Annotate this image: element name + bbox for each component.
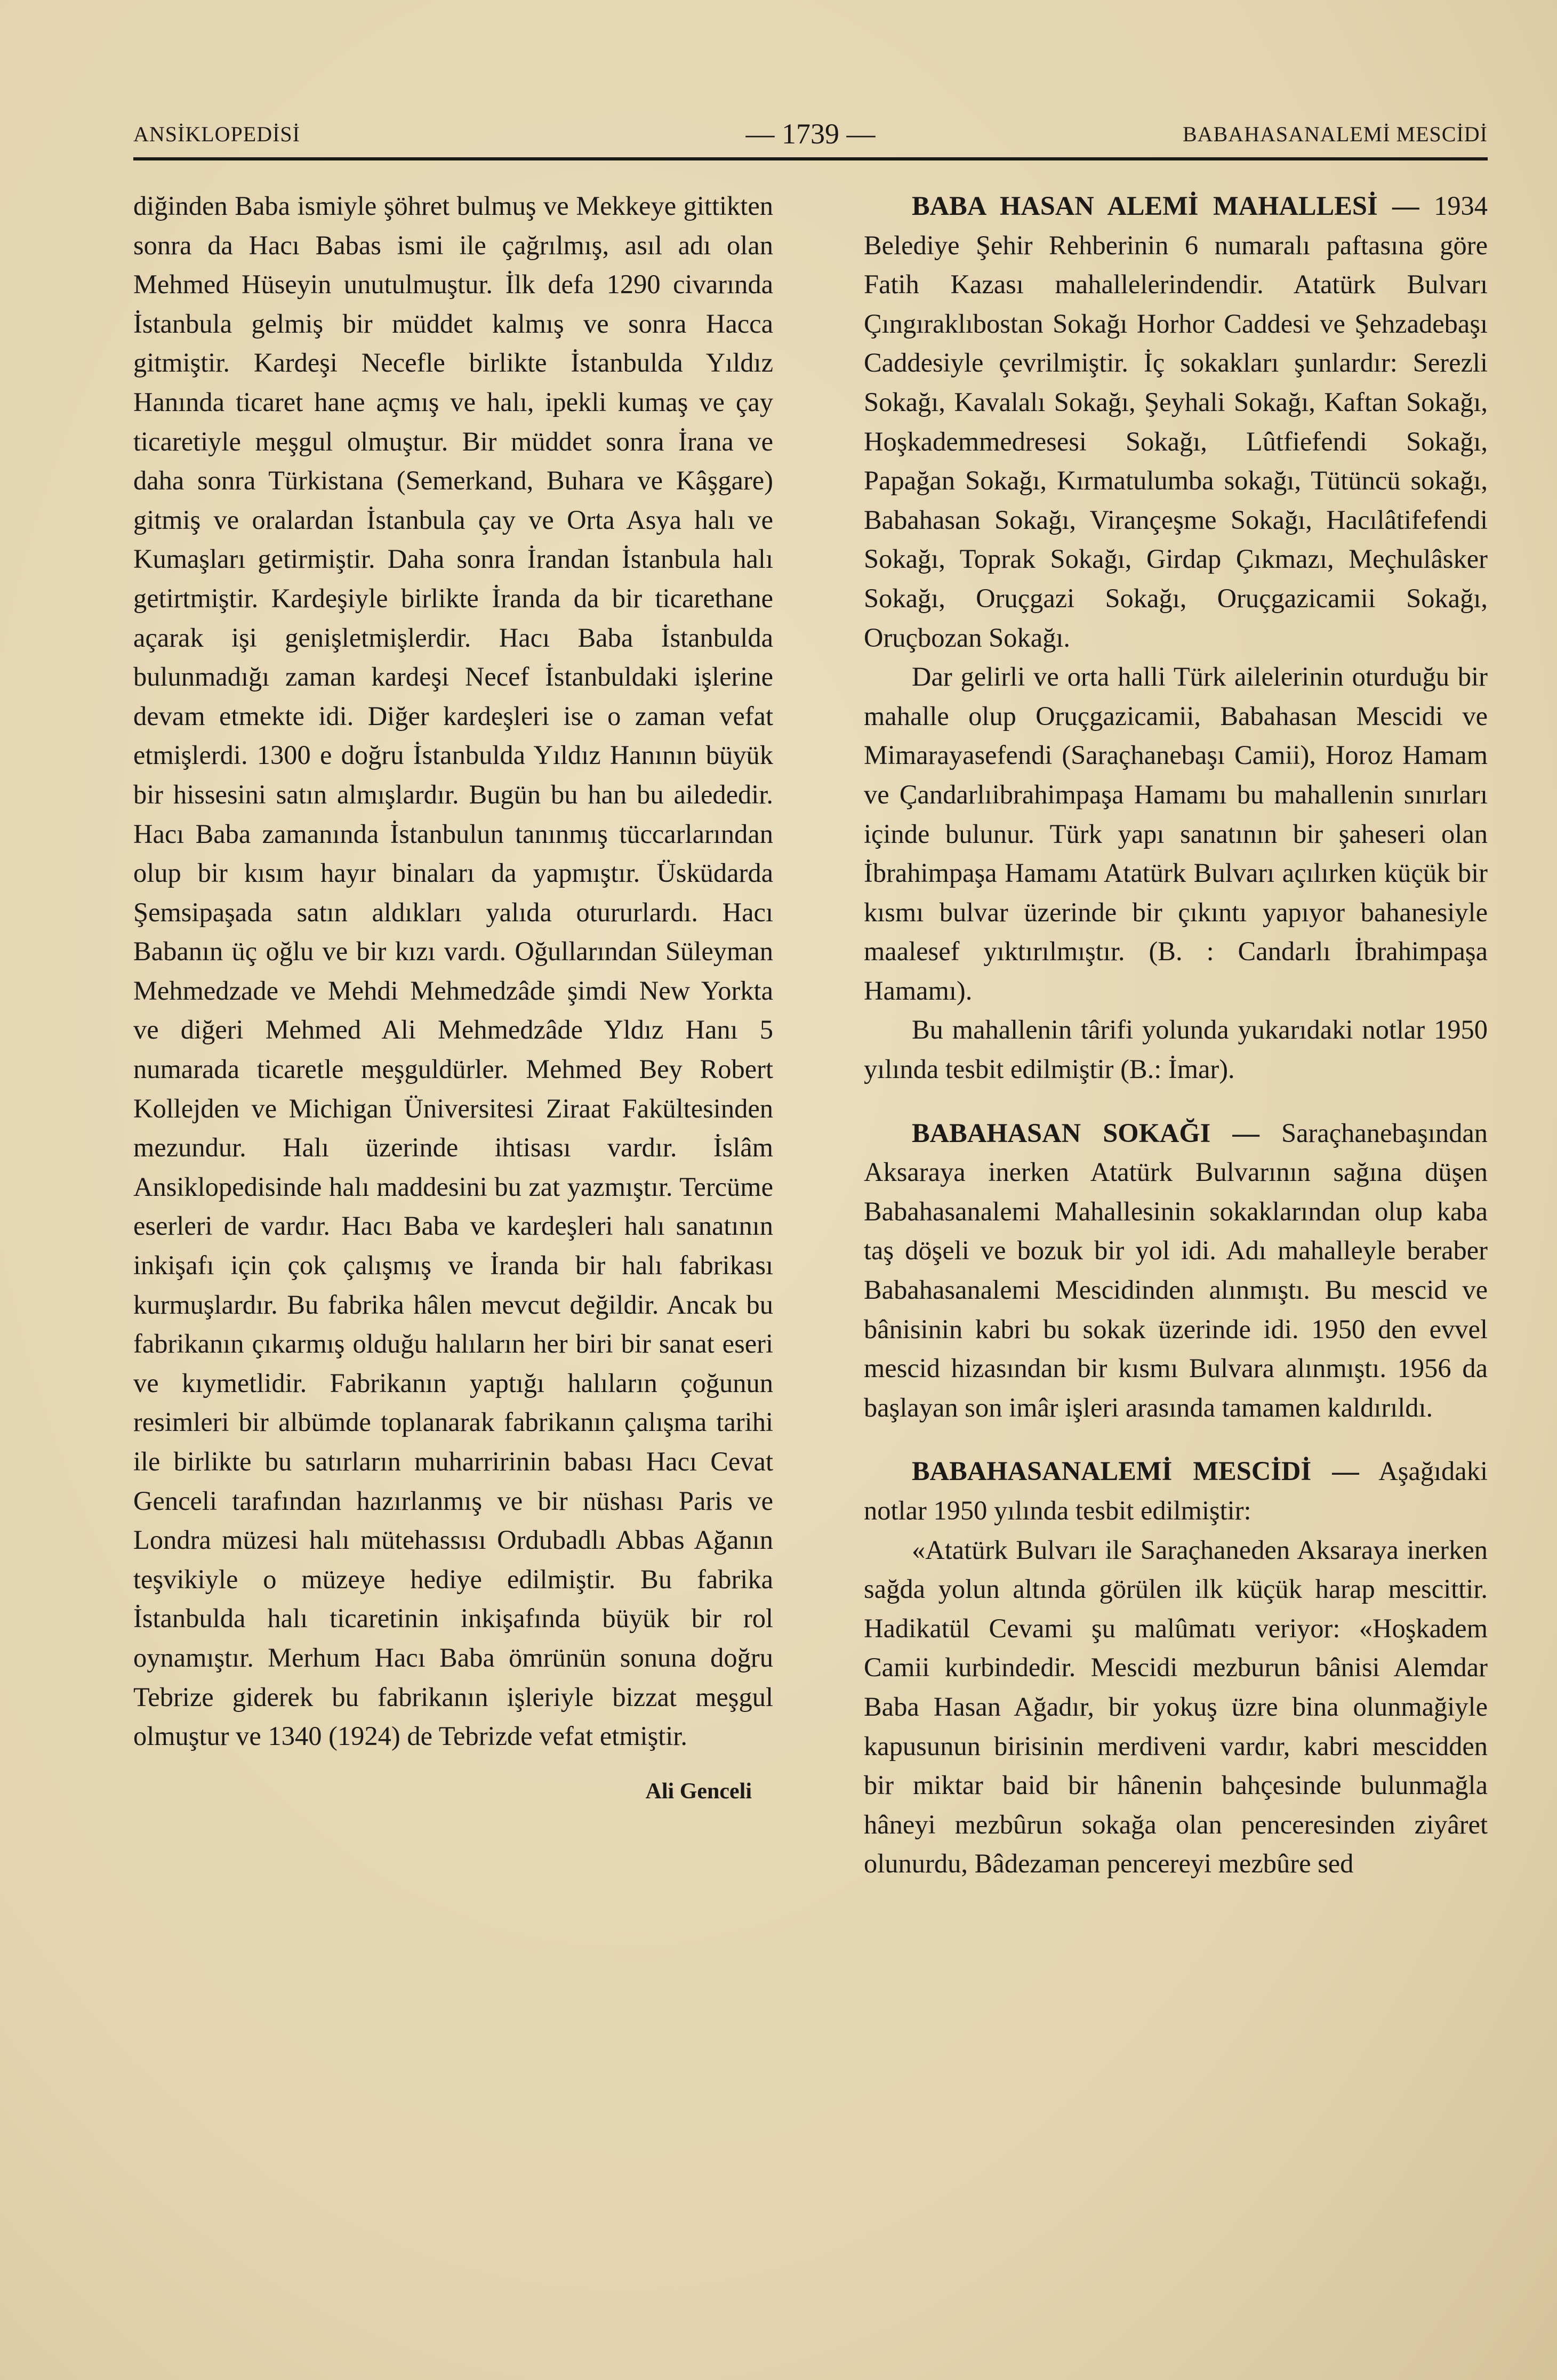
paragraph: Dar gelirli ve orta halli Türk ailelerinin oturduğu bir mahalle olup Oruçgazicamii, Babahasan Mescidi ve Mimarayasefendi (Saraçhanebaşı Camii), Horoz Hamam ve Çandarlıibrahimpaşa Hamamı bu mahallenin sınırları içinde bulunur. Türk yapı sanatının bir şaheseri olan İbrahimpaşa Hamamı Atatürk Bulvarı açılırken küçük bir kısmı bulvar üzerinde bir çıkıntı yapıyor bahanesiyle maalesef yıktırılmıştır. (B. : Candarlı İbrahimpaşa Hamamı). bbox=[864, 662, 1488, 1006]
header-rule bbox=[133, 157, 1488, 160]
entry-babahasan-sokagi bbox=[864, 1114, 1488, 1428]
running-header bbox=[133, 117, 1488, 155]
signature: Ali Genceli bbox=[645, 1779, 752, 1804]
entry-title: BABA HASAN ALEMİ MAHALLESİ — bbox=[912, 191, 1419, 221]
entry-text: 1934 Belediye Şehir Rehberinin 6 numaralı paftasına göre Fatih Kazası mahallelerindendir. Atatürk Bulvarı Çıngıraklıbostan Sokağı Horhor Caddesi ve Şehzadebaşı Caddesiyle çevrilmiştir. İç sokakları şunlardır: Serezli Sokağı, Kavalalı Sokağı, Şeyhali Sokağı, Kaftan Sokağı, Hoşkademmedresesi Sokağı, Lûtfiefendi Sokağı, Papağan Sokağı, Kırmatulumba sokağı, Tütüncü sokağı, Babahasan Sokağı, Virançeşme Sokağı, Hacılâtifefendi Sokağı, Toprak Sokağı, Girdap Çıkmazı, Meçhulâsker Sokağı, Oruçgazi Sokağı, Oruçgazicamii Sokağı, Oruçbozan Sokağı. bbox=[864, 191, 1488, 653]
entry-text: Saraçhanebaşından Aksaraya inerken Atatürk Bulvarının sağına düşen Babahasanalemi Mahallesinin sokaklarından olup kaba taş döşeli ve bozuk bir yol idi. Adı mahalleyle beraber Babahasanalemi Mescidinden alınmıştı. Bu mescid ve bânisinin kabri bu sokak üzerinde idi. 1950 den evvel mescid hizasından bir kısmı Bulvara alınmıştı. 1956 da başlayan son imâr işleri arasında tamamen kaldırıldı. bbox=[864, 1117, 1488, 1422]
left-column-text: diğinden Baba ismiyle şöhret bulmuş ve Mekkeye gittikten sonra da Hacı Babas ismi ile çağrılmış, asıl adı olan Mehmed Hüseyin unutulmuştur. İlk defa 1290 civarında İstanbula gelmiş bir müddet kalmış ve sonra Hacca gitmiştir. Kardeşi Necefle birlikte İstanbulda Yıldız Hanında ticaret hane açmış ve halı, ipekli kumaş ve çay ticaretiyle meşgul olmuştur. Bir müddet sonra İrana ve daha sonra Türkistana (Semerkand, Buhara ve Kâşgare) gitmiş ve oralardan İstanbula çay ve Orta Asya halı ve Kumaşları getirmiştir. Daha sonra İrandan İstanbula halı getirtmiştir. Kardeşiyle birlikte İranda da bir ticarethane açarak işi genişletmişlerdir. Hacı Baba İstanbulda bulunmadığı zaman kardeşi Necef İstanbuldaki işlerine devam etmekte idi. Diğer kardeşleri ise o zaman vefat etmişlerdi. 1300 e doğru İstanbulda Yıldız Hanının büyük bir hissesini satın almışlardır. Bugün bu han bu ailededir. Hacı Baba zamanında İstanbulun tanınmış tüccarlarından olup bir kısım hayır binaları da yapmıştır. Üsküdarda Şemsipaşada satın aldıkları yalıda otururlardı. Hacı Babanın üç oğlu ve bir kızı vardı. Oğullarından Süleyman Mehmedzade ve Mehdi Mehmedzâde şimdi New Yorkta ve diğeri Mehmed Ali Mehmedzâde Yldız Hanı 5 numarada ticaretle meşguldürler. Mehmed Bey Robert Kollejden ve Michigan Üniversitesi Ziraat Fakültesinden mezundur. Halı üzerinde ihtisası vardır. İslâm Ansiklopedisinde halı maddesini bu zat yazmıştır. Tercüme eserleri de vardır. Hacı Baba ve kardeşleri halı sanatının inkişafı için çok çalışmış ve İranda bir halı fabrikası kurmuşlardır. Bu fabrika hâlen mevcut değildir. Ancak bu fabrikanın çıkarmış olduğu halıların her biri bir sanat eseri ve kıymetlidir. Fabrikanın yaptığı halıların çoğunun resimleri bir albümde toplanarak fabrikanın çalışma tarihi ile birlikte bu satırların muharririnin babası Hacı Cevat Genceli tarafından hazırlanmış ve bir nüshası Paris ve Londra müzesi halı mütehassısı Ordubadlı Abbas Ağanın teşvikiyle o müzeye hediye edilmiştir. Bu fabrika İstanbulda halı ticaretinin inkişafında büyük bir rol oynamıştır. Merhum Hacı Baba ömrünün sonuna doğru Tebrize giderek bu fabrikanın işleriyle bizzat meşgul olmuştur ve 1340 (1924) de Tebrizde vefat etmiştir. bbox=[133, 191, 773, 1751]
paragraph: Bu mahallenin târifi yolunda yukarıdaki notlar 1950 yılında tesbit edilmiştir (B.: İmar). bbox=[864, 1015, 1488, 1084]
entry-title: BABAHASAN SOKAĞI — bbox=[912, 1117, 1259, 1148]
quotation: «Atatürk Bulvarı ile Saraçhaneden Aksaraya inerken sağda yolun altında görülen ilk küçük harap mescittir. Hadikatül Cevami şu malûmatı veriyor: «Hoşkadem Camii kurbindedir. Mescidi mezburun bânisi Alemdar Baba Hasan Ağadır, bir yokuş üzre bina olunmağiyle kapusunun birisinin merdiveni vardır, kabri mescidden bir miktar baid bir hânenin bahçesinde bulunmağla hâneyi mezbûrun sokağa olan penceresinden ziyâret olunurdu, Bâdezaman pencereyi mezbûre sed bbox=[864, 1534, 1488, 1879]
entry-title: BABAHASANALEMİ MESCİDİ — bbox=[912, 1456, 1359, 1486]
header-right: BABAHASANALEMİ MESCİDİ bbox=[1182, 122, 1488, 146]
header-left: ANSİKLOPEDİSİ bbox=[133, 122, 300, 146]
left-column bbox=[133, 187, 773, 1811]
page-number: — 1739 — bbox=[745, 118, 876, 150]
right-column bbox=[864, 187, 1488, 1884]
entry-babahasanalemi-mescidi bbox=[864, 1452, 1488, 1530]
entry-text: Aşağıdaki notlar 1950 yılında tesbit edilmiştir: bbox=[864, 1456, 1488, 1525]
entry-baba-hasan-alemi-mahallesi bbox=[864, 187, 1488, 657]
